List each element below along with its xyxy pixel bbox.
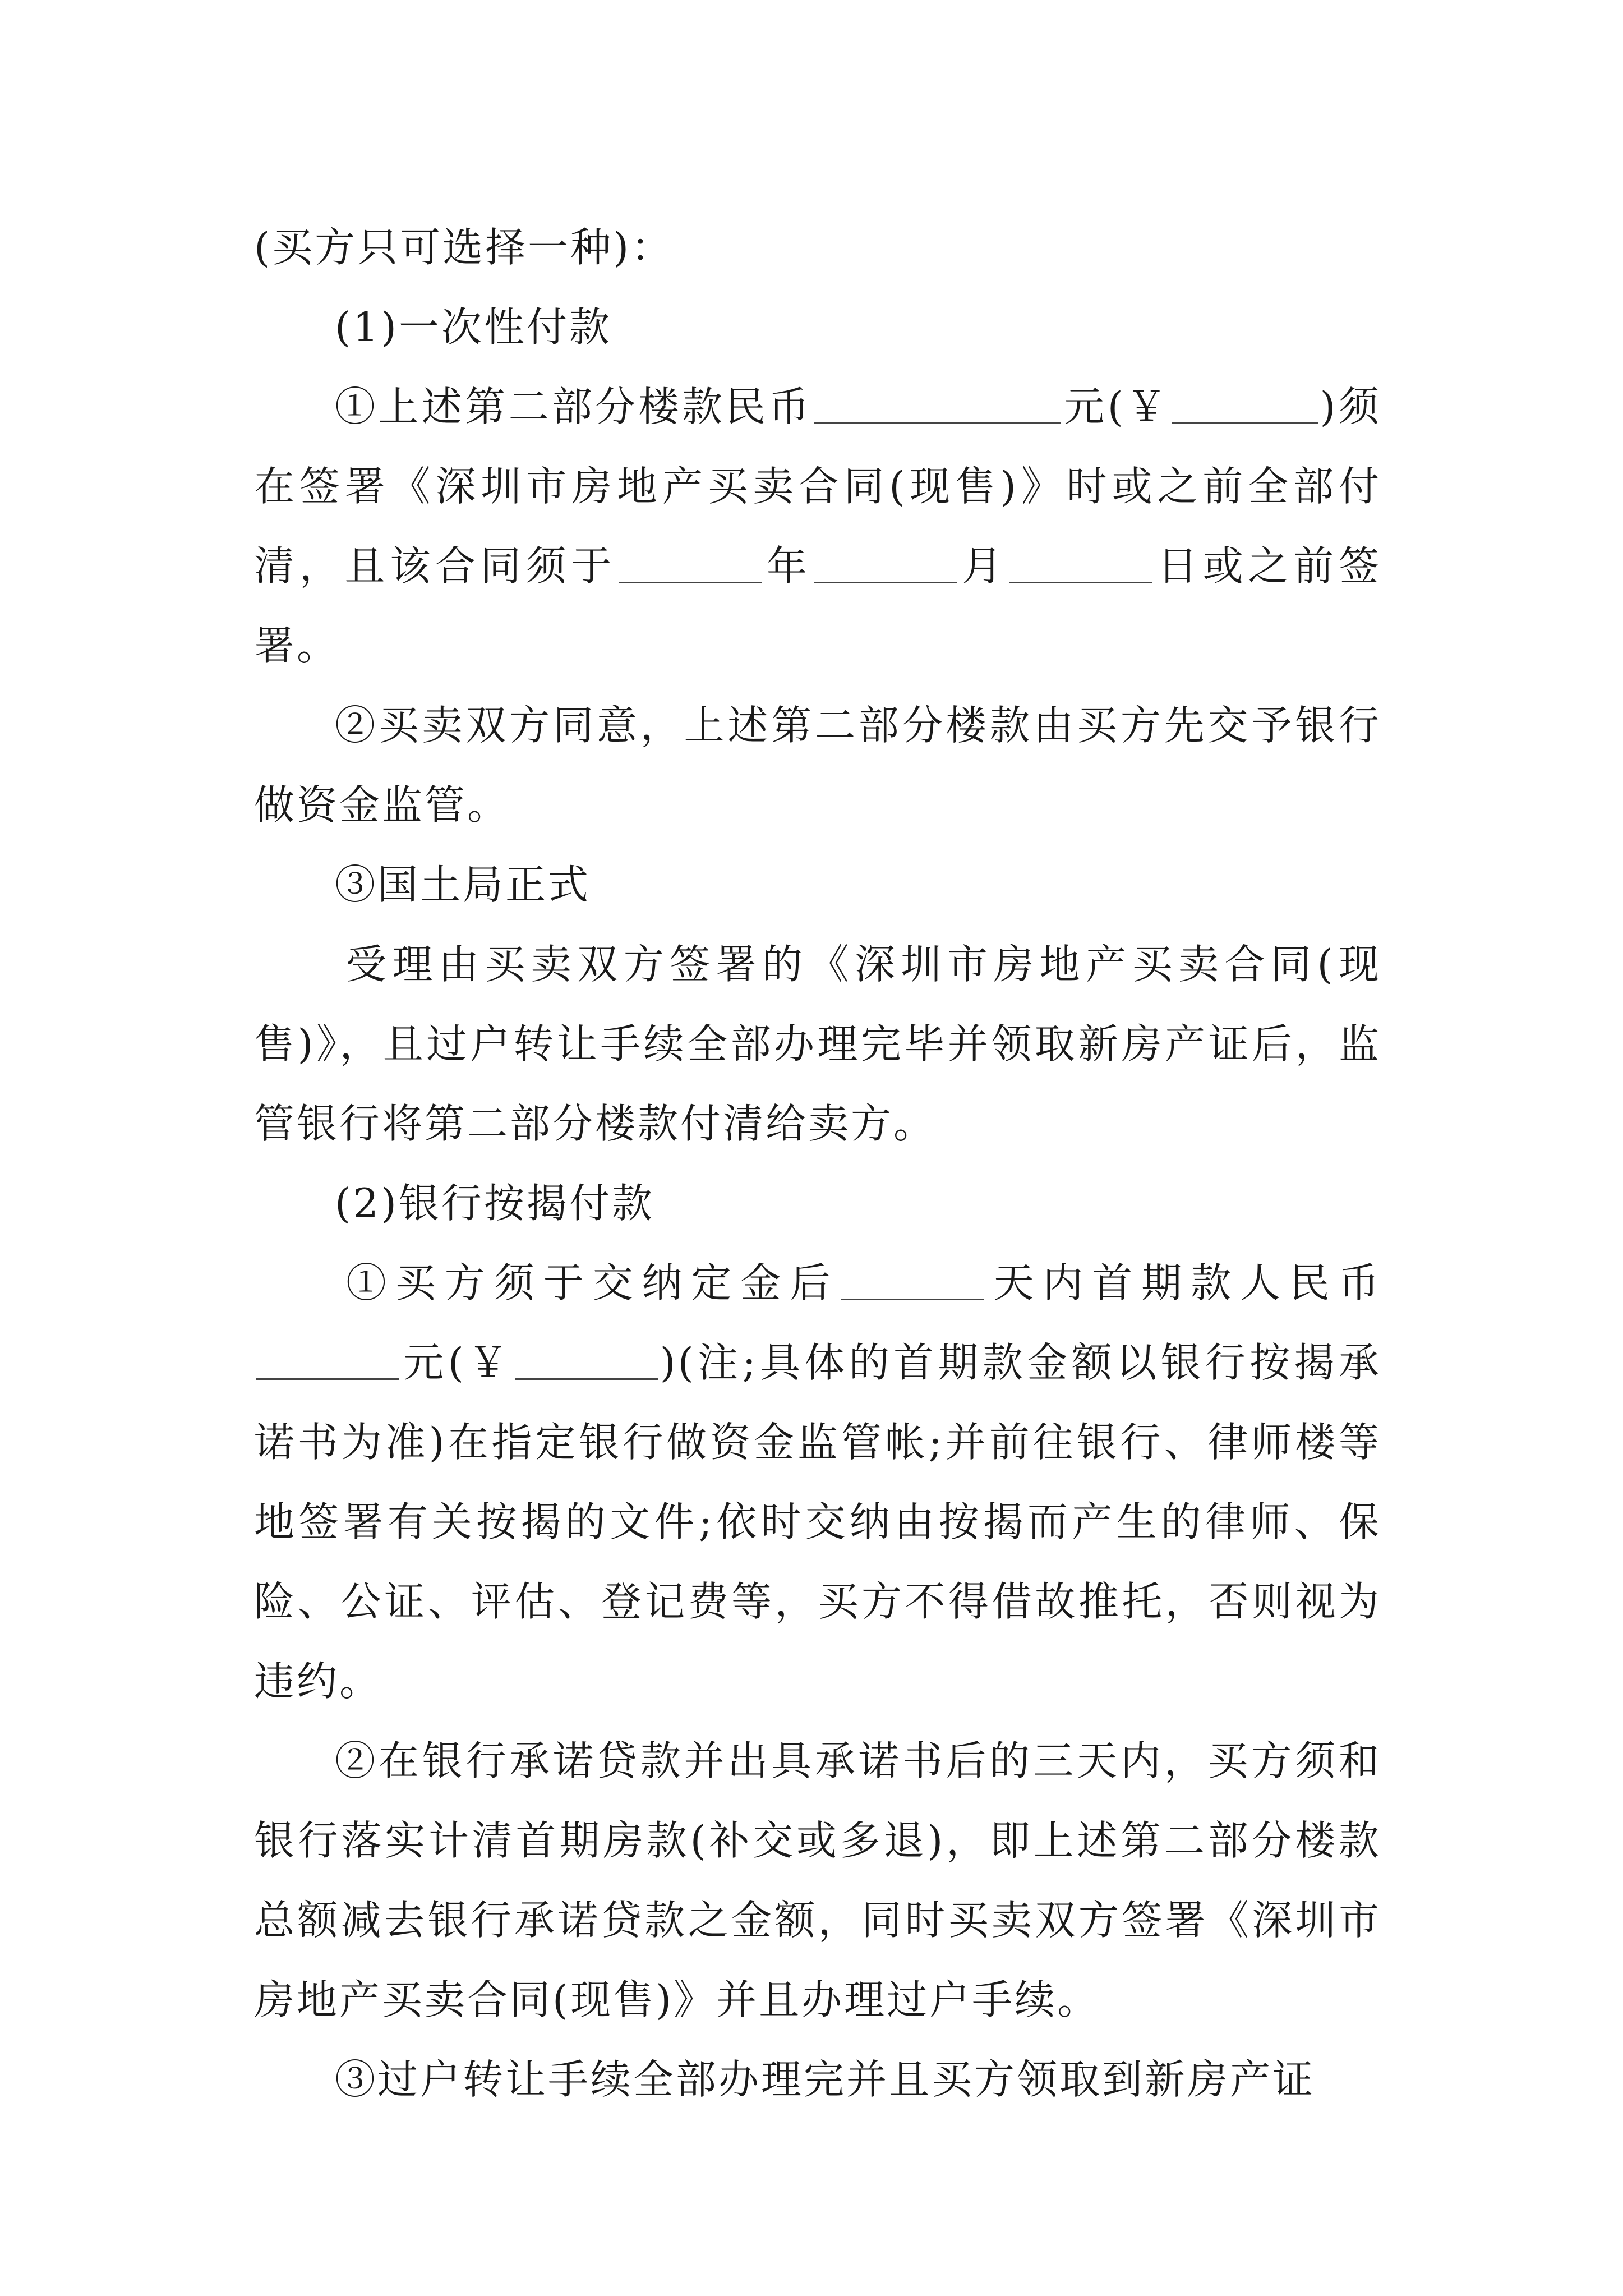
lump-sum-item-3-continued: 受理由买卖双方签署的《深圳市房地产买卖合同(现售)》，且过户转让手续全部办理完毕并领取新房产证后，监管银行将第二部分楼款付清给卖方。: [254, 941, 1381, 1147]
mortgage-item-3: ③过户转让手续全部办理完并且买方领取到新房产证: [335, 2056, 1316, 2103]
lump-sum-item-1: ①上述第二部分楼款民币 元(￥ )须在签署《深圳市房地产买卖合同(现售)》时或之前全部付清，且该合同须于 年 月 日或之前签署。: [254, 383, 1381, 669]
down-payment-blank[interactable]: [256, 1338, 399, 1380]
mortgage-item-1: ①买方须于交纳定金后 天内首期款人民币元(￥ )(注;具体的首期款金额以银行按揭承诺书为准)在指定银行做资金监管帐;并前往银行、律师楼等地签署有关按揭的文件;依时交纳由按揭而产生的律师、保险、公证、评估、登记费等，买方不得借故推托，否则视为违约。: [254, 1259, 1381, 1705]
day-blank[interactable]: [1009, 541, 1152, 583]
section-mortgage-title: (2)银行按揭付款: [335, 1180, 654, 1227]
down-payment-figure-blank[interactable]: [515, 1338, 658, 1380]
lump-sum-item-2: ②买卖双方同意，上述第二部分楼款由买方先交予银行做资金监管。: [254, 702, 1381, 829]
amount-blank[interactable]: [814, 382, 1061, 424]
payment-choice-intro: (买方只可选择一种)：: [254, 224, 674, 271]
document-body: [254, 208, 1381, 2119]
amount-figure-blank[interactable]: [1172, 382, 1318, 424]
section-lump-sum-title: (1)一次性付款: [335, 303, 612, 351]
month-blank[interactable]: [814, 541, 957, 583]
mortgage-item-2: ②在银行承诺贷款并出具承诺书后的三天内，买方须和银行落实计清首期房款(补交或多退)，即上述第二部分楼款总额减去银行承诺贷款之金额，同时买卖双方签署《深圳市房地产买卖合同(现售)》并且办理过户手续。: [254, 1737, 1381, 2023]
year-blank[interactable]: [619, 541, 762, 583]
lump-sum-item-3: ③国土局正式: [335, 861, 591, 908]
days-blank[interactable]: [841, 1258, 984, 1300]
